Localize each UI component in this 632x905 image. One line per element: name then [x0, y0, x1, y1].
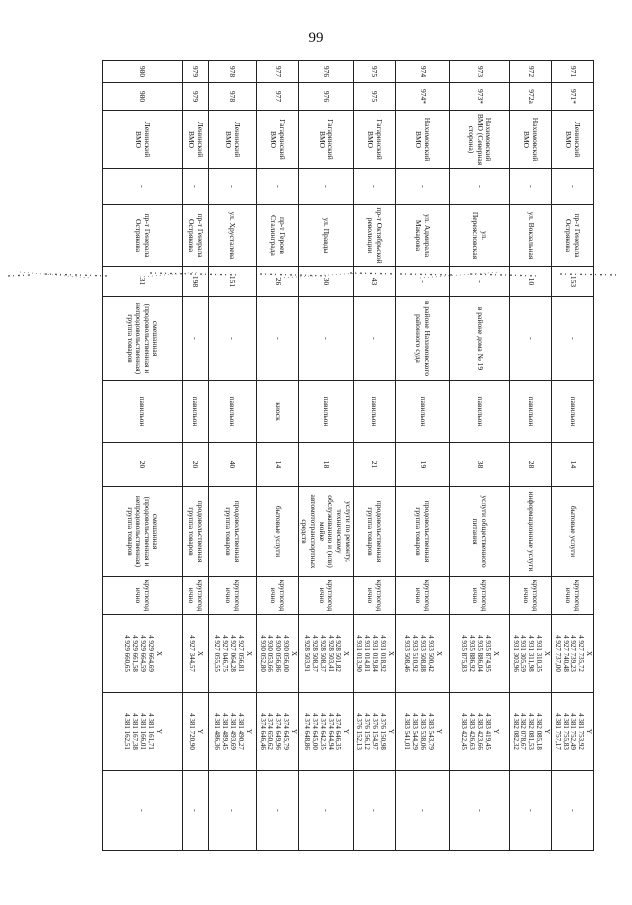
cell-type: павильон: [208, 381, 256, 443]
cell-shape: круглогодично: [182, 577, 208, 615]
cell-shape: круглогодично: [395, 577, 449, 615]
cell-street: пр-т Генерала Острякова: [182, 205, 208, 267]
cell-y: Y 4 381 161,71 4 381 166,01 4 381 167,38 4 381 162,51: [102, 693, 182, 771]
cell-district: Нахимовский ВМО: [509, 111, 551, 169]
cell-purpose: информационные услуги: [509, 487, 551, 577]
cell-x: X 4 931 018,92 4 931 019,84 4 931 014,81 4 931 013,90: [353, 615, 395, 693]
cell-purpose: услуги по ремонту, техническому обслуживанию и (или) мойке автомототранспортных средств: [298, 487, 353, 577]
cell-district: Ленинский ВМО: [208, 111, 256, 169]
cell-district: Нахимовский ВМО (Северная сторона): [449, 111, 509, 169]
cell-n: 973: [449, 61, 509, 83]
cell-house: 30: [298, 267, 353, 297]
cell-street: ул. Правды: [298, 205, 353, 267]
cell-purpose: бытовые услуги: [256, 487, 298, 577]
cell-district: Нахимовский ВМО: [395, 111, 449, 169]
cell-blank: -: [208, 169, 256, 205]
cell-landmark: -: [509, 297, 551, 381]
cell-y: Y 4 383 543,79 4 383 538,06 4 383 544,29 4 383 541,01: [395, 693, 449, 771]
table-row: [208, 61, 256, 851]
cell-street: ул. Вокзальная: [509, 205, 551, 267]
cell-street: пр-т Генерала Острякова: [551, 205, 593, 267]
cell-house: -: [449, 267, 509, 297]
cell-type: павильон: [102, 381, 182, 443]
cell-x: X 4 927 735,72 4 927 739,23 4 927 740,48 4 927 737,00: [551, 615, 593, 693]
cell-y: Y 4 381 490,27 4 381 493,69 4 381 489,45 4 381 486,36: [208, 693, 256, 771]
cell-street: ул. Переясловская: [449, 205, 509, 267]
cell-purpose: продовольственная группа товаров: [182, 487, 208, 577]
cell-n: 976: [298, 61, 353, 83]
cell-no: 980: [102, 83, 182, 111]
cell-x: X 4 927 056,81 4 927 064,28 4 927 046,75 4 927 055,55: [208, 615, 256, 693]
cell-area: 21: [353, 443, 395, 487]
cell-last: -: [551, 771, 593, 851]
cell-street: пр-т Октябрьской революции: [353, 205, 395, 267]
cell-district: Гагаринский ВМО: [256, 111, 298, 169]
cell-last: -: [182, 771, 208, 851]
cell-last: -: [208, 771, 256, 851]
cell-area: 20: [102, 443, 182, 487]
cell-shape: круглогодично: [551, 577, 593, 615]
cell-shape: круглогодично: [208, 577, 256, 615]
cell-district: Гагаринский ВМО: [298, 111, 353, 169]
cell-shape: круглогодично: [298, 577, 353, 615]
cell-street: ул. Адмирала Макарова: [395, 205, 449, 267]
cell-no: 971*: [551, 83, 593, 111]
cell-no: 975: [353, 83, 395, 111]
cell-x: X 4 930 056,00 4 930 056,86 4 930 053,66 4 930 052,80: [256, 615, 298, 693]
cell-n: 979: [182, 61, 208, 83]
cell-y: Y 4 383 419,45 4 383 423,66 4 383 426,63 4 383 422,45: [449, 693, 509, 771]
cell-x: X 4 931 310,35 4 931 311,98 4 931 305,59 4 931 303,96: [509, 615, 551, 693]
table-row: [395, 61, 449, 851]
cell-area: 40: [208, 443, 256, 487]
cell-no: 973*: [449, 83, 509, 111]
cell-blank: -: [449, 169, 509, 205]
cell-type: павильон: [298, 381, 353, 443]
cell-x: X 4 933 500,42 4 933 508,88 4 933 510,92 4 933 508,46: [395, 615, 449, 693]
cell-area: 14: [551, 443, 593, 487]
cell-district: Ленинский ВМО: [182, 111, 208, 169]
cell-last: -: [509, 771, 551, 851]
cell-area: 38: [449, 443, 509, 487]
cell-no: 977: [256, 83, 298, 111]
cell-blank: -: [298, 169, 353, 205]
table-row: [102, 61, 182, 851]
table-row: [509, 61, 551, 851]
cell-house: 26: [256, 267, 298, 297]
cell-purpose: продовольственная группа товаров: [395, 487, 449, 577]
cell-blank: -: [102, 169, 182, 205]
table-row: [182, 61, 208, 851]
cell-blank: -: [256, 169, 298, 205]
cell-y: Y 4 376 150,98 4 376 154,97 4 376 156,12 4 376 152,13: [353, 693, 395, 771]
cell-type: павильон: [182, 381, 208, 443]
cell-no: 979: [182, 83, 208, 111]
cell-purpose: продовольственная группа товаров: [208, 487, 256, 577]
cell-type: павильон: [449, 381, 509, 443]
kiosk-table: [102, 60, 594, 851]
cell-blank: -: [509, 169, 551, 205]
table-row: [256, 61, 298, 851]
cell-blank: -: [551, 169, 593, 205]
cell-house: -: [395, 267, 449, 297]
cell-area: 19: [395, 443, 449, 487]
cell-x: X 4 928 501,82 4 928 503,41 4 928 508,37 4 928 508,37 4 928 503,91: [298, 615, 353, 693]
cell-landmark: -: [551, 297, 593, 381]
cell-last: -: [395, 771, 449, 851]
cell-house: 151: [208, 267, 256, 297]
cell-district: Ленинский ВМО: [551, 111, 593, 169]
cell-type: павильон: [551, 381, 593, 443]
cell-type: киоск: [256, 381, 298, 443]
rotated-table-frame: [112, 60, 594, 850]
cell-last: -: [298, 771, 353, 851]
cell-house: 31: [102, 267, 182, 297]
cell-no: 972а: [509, 83, 551, 111]
cell-landmark: смешанная (продовольственная и непродовольственная) группа товаров: [102, 297, 182, 381]
cell-house: 153: [551, 267, 593, 297]
cell-type: павильон: [395, 381, 449, 443]
cell-house: 43: [353, 267, 395, 297]
cell-n: 972: [509, 61, 551, 83]
cell-x: X 4 927 344,57: [182, 615, 208, 693]
cell-street: пр-т Генерала Острякова: [102, 205, 182, 267]
cell-purpose: услуги общественного питания: [449, 487, 509, 577]
table-row: [298, 61, 353, 851]
table-row: [551, 61, 593, 851]
cell-n: 971: [551, 61, 593, 83]
cell-y: Y 4 382 085,18 4 382 081,53 4 382 078,67 4 382 082,32: [509, 693, 551, 771]
cell-shape: круглогодично: [353, 577, 395, 615]
cell-purpose: смешанная (продовольственная и непродовольственная) группа товаров: [102, 487, 182, 577]
cell-area: 20: [182, 443, 208, 487]
cell-blank: -: [395, 169, 449, 205]
cell-street: ул. Хрусталева: [208, 205, 256, 267]
cell-house: 10: [509, 267, 551, 297]
cell-type: павильон: [353, 381, 395, 443]
cell-shape: круглогодично: [256, 577, 298, 615]
cell-n: 980: [102, 61, 182, 83]
cell-y: Y 4 381 753,92 4 381 752,49 4 381 755,83 4 381 757,17: [551, 693, 593, 771]
cell-no: 978: [208, 83, 256, 111]
cell-landmark: -: [256, 297, 298, 381]
cell-last: -: [449, 771, 509, 851]
cell-x: X 4 929 664,69 4 929 664,59 4 929 661,58 4 929 660,65: [102, 615, 182, 693]
cell-purpose: бытовые услуги: [551, 487, 593, 577]
cell-landmark: -: [208, 297, 256, 381]
page-number: 99: [308, 30, 324, 46]
cell-n: 974: [395, 61, 449, 83]
cell-district: Ленинский ВМО: [102, 111, 182, 169]
cell-blank: -: [353, 169, 395, 205]
cell-type: павильон: [509, 381, 551, 443]
cell-area: 14: [256, 443, 298, 487]
cell-last: -: [256, 771, 298, 851]
cell-n: 975: [353, 61, 395, 83]
cell-y: Y 4 381 720,90: [182, 693, 208, 771]
cell-last: -: [102, 771, 182, 851]
cell-shape: круглогодично: [102, 577, 182, 615]
cell-y: Y 4 374 645,79 4 374 649,96 4 374 650,62 4 374 646,46: [256, 693, 298, 771]
table-row: [449, 61, 509, 851]
cell-blank: -: [182, 169, 208, 205]
cell-landmark: -: [182, 297, 208, 381]
cell-x: X 4 935 874,95 4 935 886,04 4 935 886,92 4 935 875,83: [449, 615, 509, 693]
cell-n: 978: [208, 61, 256, 83]
cell-landmark: -: [353, 297, 395, 381]
cell-shape: круглогодично: [449, 577, 509, 615]
cell-house: 198: [182, 267, 208, 297]
cell-landmark: в районе дома № 19: [449, 297, 509, 381]
cell-district: Гагаринский ВМО: [353, 111, 395, 169]
cell-last: -: [353, 771, 395, 851]
table-row: [353, 61, 395, 851]
cell-street: пр-т Героев Сталинграда: [256, 205, 298, 267]
cell-landmark: в районе Нахимовского районного суда: [395, 297, 449, 381]
cell-y: Y 4 374 646,35 4 374 644,94 4 374 642,35 4 374 645,00 4 374 648,86: [298, 693, 353, 771]
cell-no: 976: [298, 83, 353, 111]
cell-n: 977: [256, 61, 298, 83]
cell-area: 18: [298, 443, 353, 487]
cell-shape: круглогодично: [509, 577, 551, 615]
cell-no: 974*: [395, 83, 449, 111]
cell-purpose: продовольственная группа товаров: [353, 487, 395, 577]
cell-area: 28: [509, 443, 551, 487]
cell-landmark: -: [298, 297, 353, 381]
